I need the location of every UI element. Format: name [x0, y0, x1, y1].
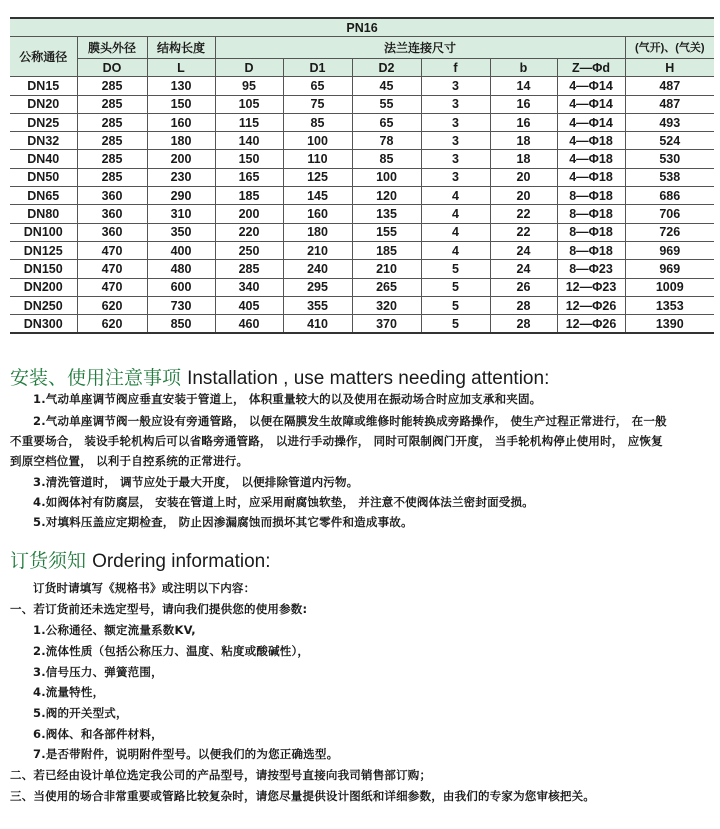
table-body: [10, 77, 714, 334]
table-cell: 8—Φ18: [557, 223, 625, 241]
table-cell: 20: [490, 187, 557, 205]
table-cell: 26: [490, 278, 557, 296]
ordering-line: 二、若已经由设计单位选定我公司的产品型号，请按型号直接向我司销售部订购；: [10, 768, 432, 782]
ordering-line: 3.信号压力、弹簧范围，: [33, 665, 163, 679]
table-cell: 160: [147, 113, 215, 131]
header-row-1: [10, 37, 714, 59]
ordering-line: 订货时请填写《规格书》或注明以下内容：: [33, 581, 256, 595]
table-cell: DN40: [10, 150, 77, 168]
table-cell: 180: [283, 223, 352, 241]
table-cell: 65: [283, 77, 352, 95]
table-cell: 16: [490, 113, 557, 131]
table-row: [10, 168, 714, 186]
table-cell: 320: [352, 296, 421, 314]
table-row: [10, 315, 714, 334]
table-cell: 65: [352, 113, 421, 131]
table-cell: 686: [625, 187, 714, 205]
table-row: [10, 132, 714, 150]
header-nominal-diameter: 公称通径: [10, 37, 77, 77]
table-cell: 350: [147, 223, 215, 241]
header-col: f: [421, 59, 490, 77]
table-cell: 200: [215, 205, 283, 223]
table-cell: 120: [352, 187, 421, 205]
table-cell: 16: [490, 95, 557, 113]
installation-line: 2.气动单座调节阀一般应设有旁通管路， 以便在隔膜发生故障或维修时能转换成旁路操作， 使生产过程正常进行， 在一般: [33, 414, 667, 428]
table-cell: 22: [490, 223, 557, 241]
table-cell: 4—Φ18: [557, 168, 625, 186]
installation-line: 3.清洗管道时， 调节应处于最大开度， 以便排除管道内污物。: [33, 475, 359, 489]
table-cell: 22: [490, 205, 557, 223]
table-cell: 160: [283, 205, 352, 223]
installation-line: 4.如阀体衬有防腐层， 安装在管道上时，应采用耐腐蚀软垫， 并注意不使阀体法兰密封面受损。: [33, 495, 534, 509]
table-cell: 5: [421, 315, 490, 334]
table-cell: 110: [283, 150, 352, 168]
table-cell: 730: [147, 296, 215, 314]
table-cell: 24: [490, 260, 557, 278]
table-cell: 5: [421, 296, 490, 314]
table-cell: 165: [215, 168, 283, 186]
table-cell: DN100: [10, 223, 77, 241]
table-cell: 470: [77, 278, 147, 296]
table-cell: 185: [352, 241, 421, 259]
table-row: [10, 95, 714, 113]
header-col: D1: [283, 59, 352, 77]
table-cell: 5: [421, 278, 490, 296]
table-cell: 105: [215, 95, 283, 113]
table-cell: 85: [283, 113, 352, 131]
table-cell: 150: [215, 150, 283, 168]
table-cell: 5: [421, 260, 490, 278]
table-cell: 355: [283, 296, 352, 314]
table-cell: 265: [352, 278, 421, 296]
installation-title: [10, 363, 549, 390]
table-cell: 135: [352, 205, 421, 223]
table-cell: 18: [490, 150, 557, 168]
table-cell: 285: [77, 95, 147, 113]
table-cell: 600: [147, 278, 215, 296]
table-cell: 8—Φ23: [557, 260, 625, 278]
table-cell: 726: [625, 223, 714, 241]
header-col: D: [215, 59, 283, 77]
table-cell: 220: [215, 223, 283, 241]
table-cell: 285: [77, 150, 147, 168]
table-cell: 620: [77, 296, 147, 314]
header-col: H: [625, 59, 714, 77]
installation-line: 不重要场合， 装设手轮机构后可以省略旁通管路， 以进行手动操作， 同时可限制阀门开度， 当手轮机构停止使用时， 应恢复: [10, 434, 663, 448]
header-col: L: [147, 59, 215, 77]
table-cell: 3: [421, 113, 490, 131]
ordering-line: 5.阀的开关型式，: [33, 706, 128, 720]
table-cell: 200: [147, 150, 215, 168]
table-cell: 530: [625, 150, 714, 168]
table-cell: 185: [215, 187, 283, 205]
table-cell: 100: [352, 168, 421, 186]
table-cell: 493: [625, 113, 714, 131]
table-cell: 400: [147, 241, 215, 259]
table-cell: 85: [352, 150, 421, 168]
table-cell: DN150: [10, 260, 77, 278]
table-cell: 100: [283, 132, 352, 150]
table-row: [10, 278, 714, 296]
table-cell: 285: [77, 168, 147, 186]
table-cell: 969: [625, 260, 714, 278]
ordering-line: 7.是否带附件，说明附件型号。以便我们的为您正确选型。: [33, 747, 339, 761]
table-cell: 410: [283, 315, 352, 334]
table-cell: 3: [421, 132, 490, 150]
table-cell: 405: [215, 296, 283, 314]
header-structure-length: 结构长度: [147, 37, 215, 59]
table-cell: 3: [421, 150, 490, 168]
table-cell: 460: [215, 315, 283, 334]
header-row-2: [10, 59, 714, 77]
header-diaphragm-od: 膜头外径: [77, 37, 147, 59]
table-row: [10, 241, 714, 259]
ordering-line: 6.阀体、和各部件材料，: [33, 727, 163, 741]
table-cell: 285: [77, 132, 147, 150]
table-cell: 285: [77, 77, 147, 95]
table-cell: 20: [490, 168, 557, 186]
pressure-class: PN16: [10, 18, 714, 37]
table-cell: 706: [625, 205, 714, 223]
table-cell: 12—Φ23: [557, 278, 625, 296]
table-cell: 1353: [625, 296, 714, 314]
table-cell: 310: [147, 205, 215, 223]
table-cell: 8—Φ18: [557, 205, 625, 223]
table-row: [10, 260, 714, 278]
table-cell: 480: [147, 260, 215, 278]
table-cell: 24: [490, 241, 557, 259]
ordering-title: [10, 546, 271, 573]
table-cell: 150: [147, 95, 215, 113]
ordering-title-en: Ordering information:: [92, 551, 271, 572]
table-cell: DN65: [10, 187, 77, 205]
table-cell: 12—Φ26: [557, 296, 625, 314]
installation-title-cn: 安装、使用注意事项: [10, 367, 182, 389]
table-cell: DN20: [10, 95, 77, 113]
table-cell: 240: [283, 260, 352, 278]
table-cell: 28: [490, 315, 557, 334]
ordering-line: 三、当使用的场合非常重要或管路比较复杂时，请您尽量提供设计图纸和详细参数，由我们的专家为您审核把关。: [10, 789, 595, 803]
table-cell: 620: [77, 315, 147, 334]
table-cell: 370: [352, 315, 421, 334]
table-cell: 4—Φ14: [557, 95, 625, 113]
table-cell: 210: [283, 241, 352, 259]
table-cell: 210: [352, 260, 421, 278]
table-cell: 230: [147, 168, 215, 186]
table-cell: 130: [147, 77, 215, 95]
table-cell: 8—Φ18: [557, 187, 625, 205]
table-cell: 12—Φ26: [557, 315, 625, 334]
table-cell: 95: [215, 77, 283, 95]
header-air-open-close: (气开)、(气关): [625, 37, 714, 59]
table-cell: 125: [283, 168, 352, 186]
table-cell: 285: [215, 260, 283, 278]
ordering-line: 1.公称通径、额定流量系数KV,: [33, 623, 196, 637]
table-cell: 115: [215, 113, 283, 131]
table-cell: 28: [490, 296, 557, 314]
table-cell: 470: [77, 260, 147, 278]
table-cell: 360: [77, 187, 147, 205]
table-row: [10, 187, 714, 205]
ordering-line: 一、若订货前还未选定型号，请向我们提供您的使用参数:: [10, 602, 308, 616]
table-row: [10, 150, 714, 168]
table-cell: 4—Φ18: [557, 150, 625, 168]
table-cell: 250: [215, 241, 283, 259]
table-cell: 18: [490, 132, 557, 150]
table-cell: 3: [421, 168, 490, 186]
table-cell: 295: [283, 278, 352, 296]
table-cell: 4: [421, 187, 490, 205]
table-cell: 1390: [625, 315, 714, 334]
table-cell: 487: [625, 95, 714, 113]
table-cell: 3: [421, 95, 490, 113]
table-cell: DN200: [10, 278, 77, 296]
installation-title-en: Installation , use matters needing attention:: [187, 368, 550, 389]
table-cell: 4: [421, 223, 490, 241]
table-cell: DN125: [10, 241, 77, 259]
spec-table: [10, 17, 714, 334]
table-cell: 538: [625, 168, 714, 186]
table-cell: DN32: [10, 132, 77, 150]
table-cell: 45: [352, 77, 421, 95]
table-cell: 850: [147, 315, 215, 334]
pressure-class-row: [10, 18, 714, 37]
table-row: [10, 223, 714, 241]
ordering-line: 2.流体性质（包括公称压力、温度、粘度或酸碱性），: [33, 644, 310, 658]
table-cell: 180: [147, 132, 215, 150]
header-col: Z—Φd: [557, 59, 625, 77]
table-row: [10, 205, 714, 223]
table-cell: DN250: [10, 296, 77, 314]
table-cell: 78: [352, 132, 421, 150]
table-cell: 969: [625, 241, 714, 259]
table-cell: 487: [625, 77, 714, 95]
table-cell: DN15: [10, 77, 77, 95]
header-flange-dims: 法兰连接尺寸: [215, 37, 625, 59]
table-cell: DN25: [10, 113, 77, 131]
installation-line: 5.对填料压盖应定期检查， 防止因渗漏腐蚀而损坏其它零件和造成事故。: [33, 515, 413, 529]
table-cell: 145: [283, 187, 352, 205]
table-cell: DN300: [10, 315, 77, 334]
table-cell: 4—Φ18: [557, 132, 625, 150]
table-cell: DN50: [10, 168, 77, 186]
installation-line: 到原空档位置， 以利于自控系统的正常进行。: [10, 454, 249, 468]
table-cell: 4—Φ14: [557, 113, 625, 131]
table-cell: 360: [77, 205, 147, 223]
table-cell: 155: [352, 223, 421, 241]
table-cell: 470: [77, 241, 147, 259]
ordering-line: 4.流量特性，: [33, 685, 105, 699]
header-col: DO: [77, 59, 147, 77]
table-cell: 340: [215, 278, 283, 296]
table-cell: 55: [352, 95, 421, 113]
header-col: b: [490, 59, 557, 77]
table-cell: 3: [421, 77, 490, 95]
table-cell: 4—Φ14: [557, 77, 625, 95]
table-cell: 360: [77, 223, 147, 241]
table-cell: 140: [215, 132, 283, 150]
table-cell: DN80: [10, 205, 77, 223]
table-cell: 14: [490, 77, 557, 95]
table-cell: 1009: [625, 278, 714, 296]
table-cell: 4: [421, 241, 490, 259]
header-col: D2: [352, 59, 421, 77]
table-row: [10, 77, 714, 95]
installation-line: 1.气动单座调节阀应垂直安装于管道上， 体积重量较大的以及使用在振动场合时应加支承和夹固。: [33, 392, 542, 406]
table-cell: 524: [625, 132, 714, 150]
ordering-title-cn: 订货须知: [10, 550, 87, 572]
table-row: [10, 113, 714, 131]
table-cell: 285: [77, 113, 147, 131]
table-cell: 75: [283, 95, 352, 113]
table-cell: 4: [421, 205, 490, 223]
table-cell: 290: [147, 187, 215, 205]
table-row: [10, 296, 714, 314]
table-cell: 8—Φ18: [557, 241, 625, 259]
